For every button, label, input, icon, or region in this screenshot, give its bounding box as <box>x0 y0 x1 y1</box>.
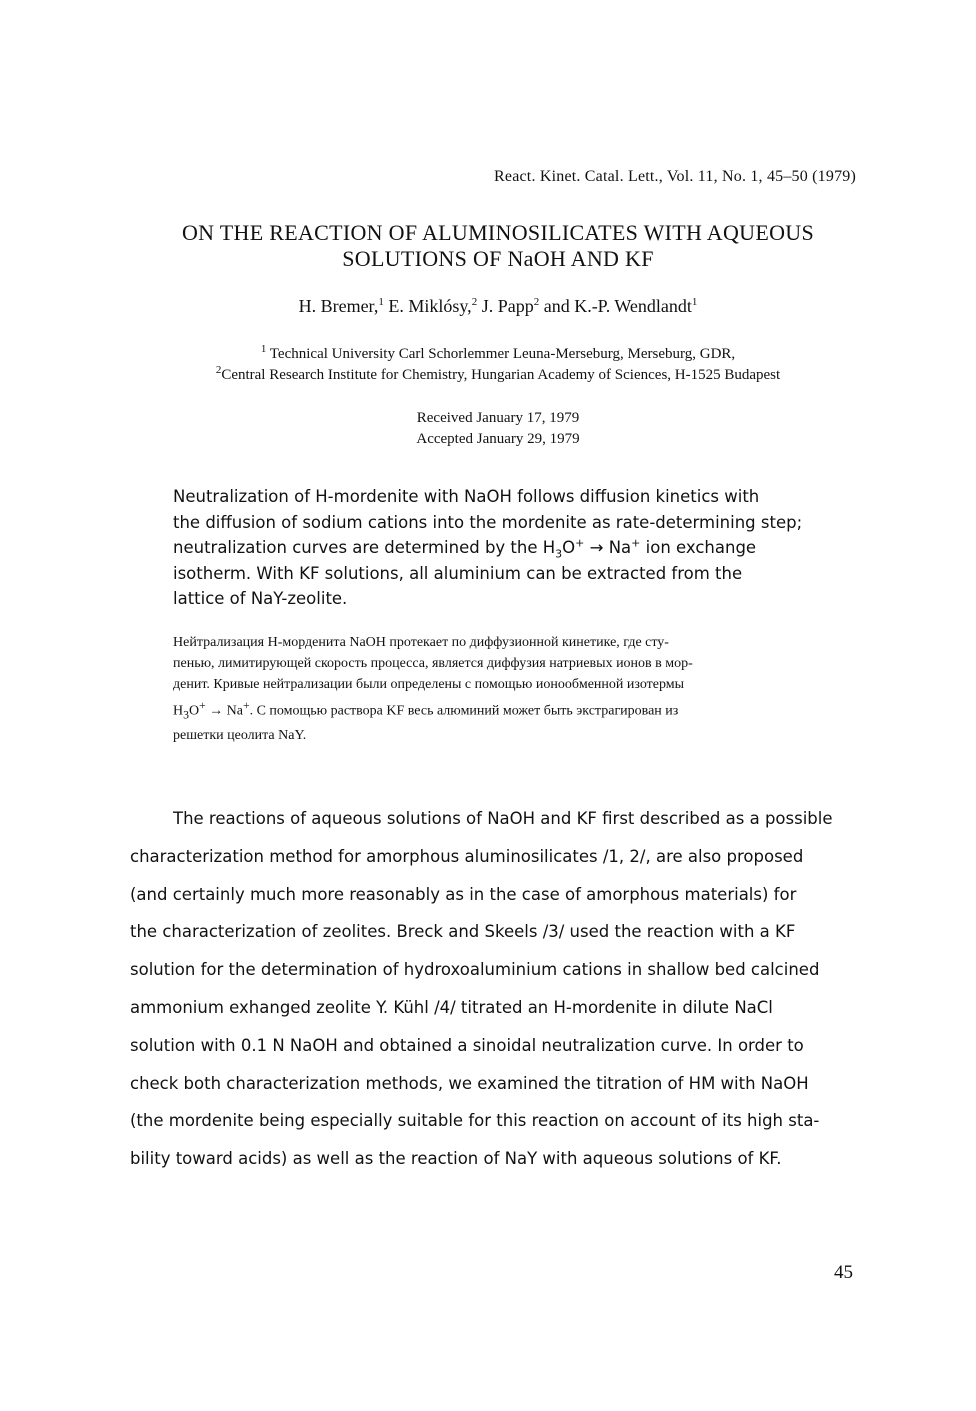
submission-dates <box>100 408 896 450</box>
body-line: check both characterization methods, we examined the titration of HM with NaOH <box>130 1073 809 1093</box>
title-line-1: ON THE REACTION OF ALUMINOSILICATES WITH AQUEOUS <box>181 220 815 245</box>
abstract-ru-line: Нейтрализация H-морденита NaOH протекает по диффузионной кинетике, где сту- <box>173 635 669 650</box>
body-line: bility toward acids) as well as the reaction of NaY with aqueous solutions of KF. <box>130 1149 782 1169</box>
body-line: (the mordenite being especially suitable for this reaction on account of its high sta- <box>130 1111 820 1131</box>
accepted-date: Accepted January 29, 1979 <box>416 431 580 447</box>
affiliations <box>100 344 896 386</box>
abstract-ru-line: решетки цеолита NaY. <box>173 728 307 744</box>
abstract-line: isotherm. With KF solutions, all aluminium can be extracted from the <box>173 563 743 583</box>
author-wendlandt: and K.-P. Wendlandt <box>539 296 692 316</box>
title-line-2: SOLUTIONS OF NaOH AND KF <box>342 246 654 271</box>
author-affiliation-mark: 1 <box>691 296 698 308</box>
journal-citation: React. Kinet. Catal. Lett., Vol. 11, No. 1, 45–50 (1979) <box>494 168 856 185</box>
abstract-line: neutralization curves are determined by the $H_3O^+ \to Na^+$ ion exchange <box>173 536 757 561</box>
author-affiliation-mark: 1 <box>378 296 384 308</box>
body-line: ammonium exhanged zeolite Y. Kühl /4/ titrated an H-mordenite in dilute NaCl <box>130 997 773 1017</box>
received-date: Received January 17, 1979 <box>416 410 580 426</box>
abstract-russian <box>173 632 853 746</box>
body-paragraph <box>130 800 870 1178</box>
abstract-line: Neutralization of H-mordenite with NaOH follows diffusion kinetics with <box>173 487 760 506</box>
abstract-ru-line: денит. Кривые нейтрализации были определены с помощью ионообменной изотермы <box>173 677 685 692</box>
paper-title <box>100 220 896 272</box>
author-bremer: H. Bremer, <box>298 296 379 316</box>
abstract-line: lattice of NaY-zeolite. <box>173 589 348 608</box>
body-line: solution with 0.1 N NaOH and obtained a sinoidal neutralization curve. In order to <box>130 1035 804 1055</box>
author-papp: J. Papp <box>477 296 534 316</box>
page-number: 45 <box>834 1262 853 1283</box>
author-list <box>100 296 896 317</box>
body-line: (and certainly much more reasonably as in the case of amorphous materials) for <box>130 884 797 904</box>
affiliation-2: $^2$Central Research Institute for Chemistry, Hungarian Academy of Sciences, H-1525 Budapest <box>215 364 781 383</box>
body-line: the characterization of zeolites. Breck and Skeels /3/ used the reaction with a KF <box>130 922 796 942</box>
author-miklosy: E. Miklósy, <box>383 296 472 316</box>
affiliation-1: $^1$ Technical University Carl Schorlemmer Leuna-Merseburg, Merseburg, GDR, <box>260 343 736 362</box>
author-affiliation-mark: 2 <box>533 296 540 308</box>
abstract-ru-line: пенью, лимитирующей скорость процесса, является диффузия натриевых ионов в мор- <box>173 656 693 671</box>
abstract-english <box>173 484 853 612</box>
abstract-ru-line: $H_3O^+ \to Na^+$. С помощью раствора KF весь алюминий может быть экстрагирован из <box>173 699 679 722</box>
abstract-line: the diffusion of sodium cations into the mordenite as rate-determining step; <box>173 512 803 532</box>
body-line: The reactions of aqueous solutions of NaOH and KF first described as a possible <box>173 809 833 828</box>
author-affiliation-mark: 2 <box>471 296 478 308</box>
body-line: characterization method for amorphous aluminosilicates /1, 2/, are also proposed <box>130 846 804 866</box>
body-line: solution for the determination of hydroxoaluminium cations in shallow bed calcined <box>130 960 820 980</box>
